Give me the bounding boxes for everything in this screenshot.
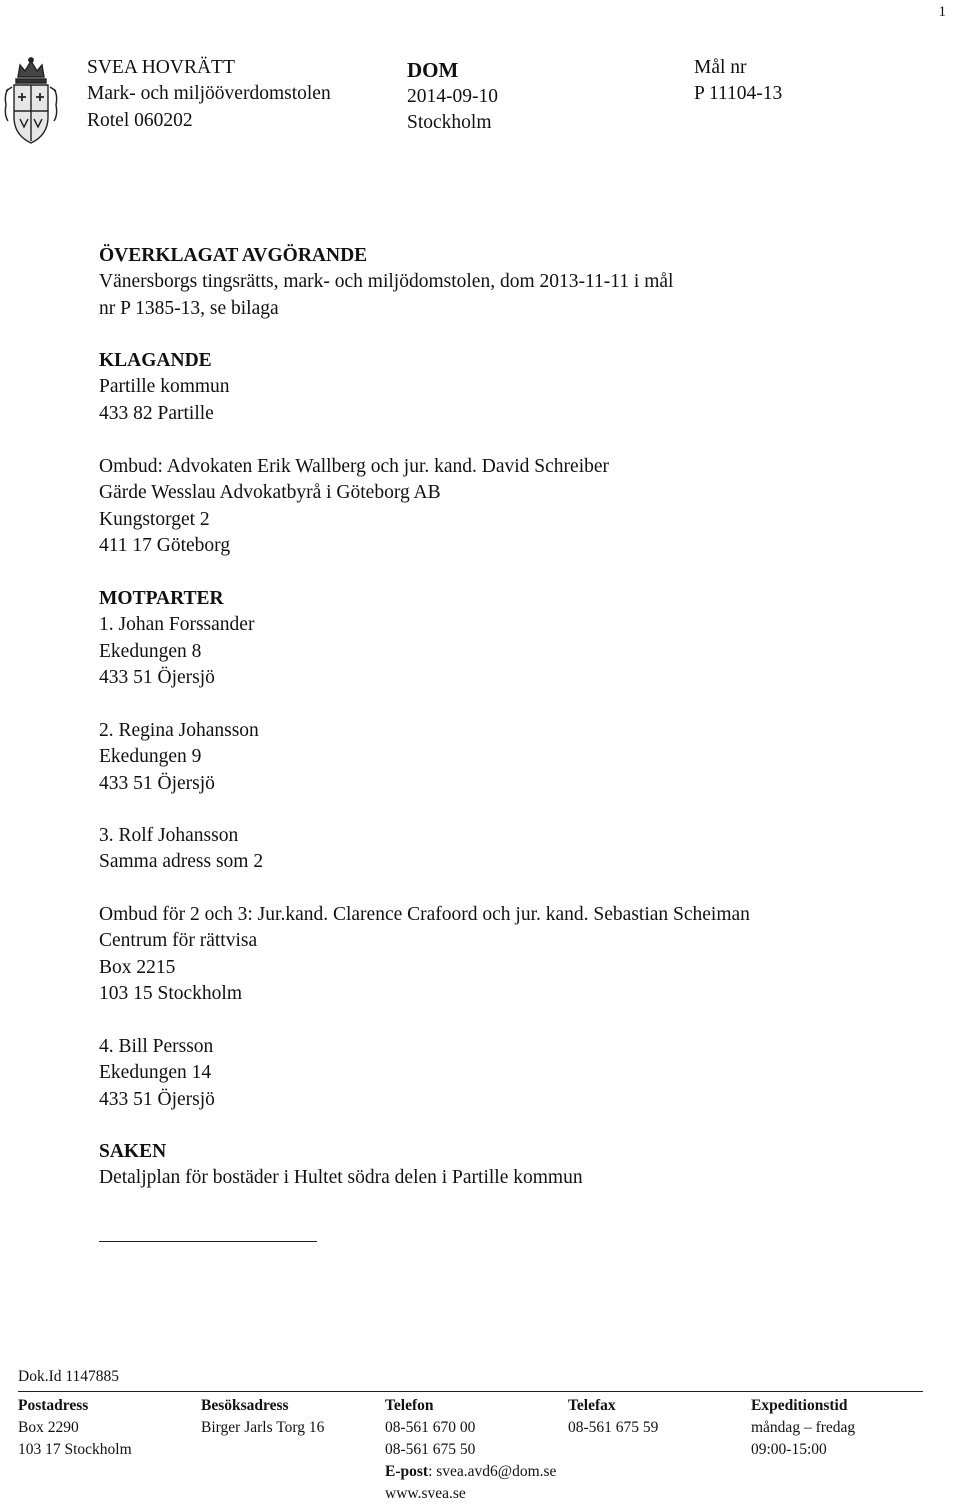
email-label: E-post: [385, 1463, 429, 1480]
footer-label: Postadress: [18, 1397, 89, 1414]
document-city: Stockholm: [407, 112, 492, 134]
footer-value: 08-561 675 50: [385, 1441, 476, 1458]
text-line: 1. Johan Forssander: [99, 614, 255, 636]
text-line: Kungstorget 2: [99, 508, 210, 530]
text-line: Ekedungen 8: [99, 640, 202, 662]
case-number: P 11104-13: [694, 83, 783, 105]
text-line: Detaljplan för bostäder i Hultet södra delen i Partille kommun: [99, 1167, 583, 1189]
court-name: SVEA HOVRÄTT: [87, 57, 235, 78]
footer-office-hours: [751, 1395, 855, 1461]
page-number: 1: [938, 4, 946, 20]
text-line: 103 15 Stockholm: [99, 982, 243, 1004]
footer-email-line: E-post: svea.avd6@dom.se: [385, 1463, 557, 1480]
counterparty-2: [99, 718, 259, 797]
subject-section: [99, 1139, 583, 1192]
counterparty-4: [99, 1034, 215, 1113]
appellant-counsel: [99, 454, 609, 559]
footer-value: 08-561 675 59: [568, 1419, 659, 1436]
document-type: DOM: [407, 58, 459, 82]
footer-visiting-address: [201, 1395, 324, 1439]
footer-value: 09:00-15:00: [751, 1441, 827, 1458]
appellant-section: [99, 348, 230, 427]
text-line: Gärde Wesslau Advokatbyrå i Göteborg AB: [99, 482, 441, 504]
counterparties-section: [99, 586, 254, 691]
text-line: 433 51 Öjersjö: [99, 772, 215, 794]
section-heading: ÖVERKLAGAT AVGÖRANDE: [99, 245, 368, 266]
text-line: Samma adress som 2: [99, 851, 264, 873]
text-line: 4. Bill Persson: [99, 1036, 214, 1057]
text-line: Ombud för 2 och 3: Jur.kand. Clarence Crafoord och jur. kand. Sebastian Scheiman: [99, 904, 750, 925]
text-line: 2. Regina Johansson: [99, 720, 259, 741]
court-division: Mark- och miljööverdomstolen: [87, 83, 331, 105]
case-label: Mål nr: [694, 57, 747, 78]
footer-value: 08-561 670 00: [385, 1419, 476, 1436]
footer-label: Telefax: [568, 1397, 616, 1414]
text-line: Ombud: Advokaten Erik Wallberg och jur. kand. David Schreiber: [99, 456, 610, 477]
text-line: 411 17 Göteborg: [99, 534, 231, 556]
email-link[interactable]: svea.avd6@dom.se: [436, 1463, 557, 1480]
section-heading: SAKEN: [99, 1141, 167, 1162]
text-line: Box 2215: [99, 956, 176, 978]
court-rotel: Rotel 060202: [87, 109, 193, 131]
footer-value: 103 17 Stockholm: [18, 1441, 132, 1458]
footer-label: Telefon: [385, 1397, 434, 1414]
footer-telephone: [385, 1395, 556, 1505]
section-divider: [99, 1241, 317, 1242]
footer-label: Expeditionstid: [751, 1397, 848, 1414]
text-line: 433 82 Partille: [99, 402, 214, 424]
section-heading: MOTPARTER: [99, 588, 224, 609]
footer-value: Box 2290: [18, 1419, 79, 1436]
text-line: Ekedungen 9: [99, 746, 202, 768]
website-link[interactable]: www.svea.se: [385, 1485, 466, 1502]
text-line: 3. Rolf Johansson: [99, 825, 239, 846]
court-crest-logo: [2, 55, 60, 147]
text-line: nr P 1385-13, se bilaga: [99, 297, 279, 319]
section-heading: KLAGANDE: [99, 350, 212, 371]
footer-value: Birger Jarls Torg 16: [201, 1419, 325, 1436]
footer-label: Besöksadress: [201, 1397, 289, 1414]
appealed-decision-section: [99, 243, 673, 322]
text-line: Ekedungen 14: [99, 1062, 212, 1084]
footer-divider: [18, 1391, 923, 1392]
counterparty-3: [99, 823, 263, 876]
text-line: Vänersborgs tingsrätts, mark- och miljödomstolen, dom 2013-11-11 i mål: [99, 271, 674, 293]
footer-postal-address: [18, 1395, 132, 1461]
document-date: 2014-09-10: [407, 86, 498, 107]
document-id: Dok.Id 1147885: [18, 1368, 120, 1385]
text-line: 433 51 Öjersjö: [99, 1088, 215, 1110]
text-line: 433 51 Öjersjö: [99, 666, 215, 688]
counterparty-counsel: [99, 902, 750, 1007]
footer-fax: [568, 1395, 658, 1439]
text-line: Partille kommun: [99, 376, 230, 398]
footer-value: måndag – fredag: [751, 1419, 856, 1436]
text-line: Centrum för rättvisa: [99, 930, 258, 952]
